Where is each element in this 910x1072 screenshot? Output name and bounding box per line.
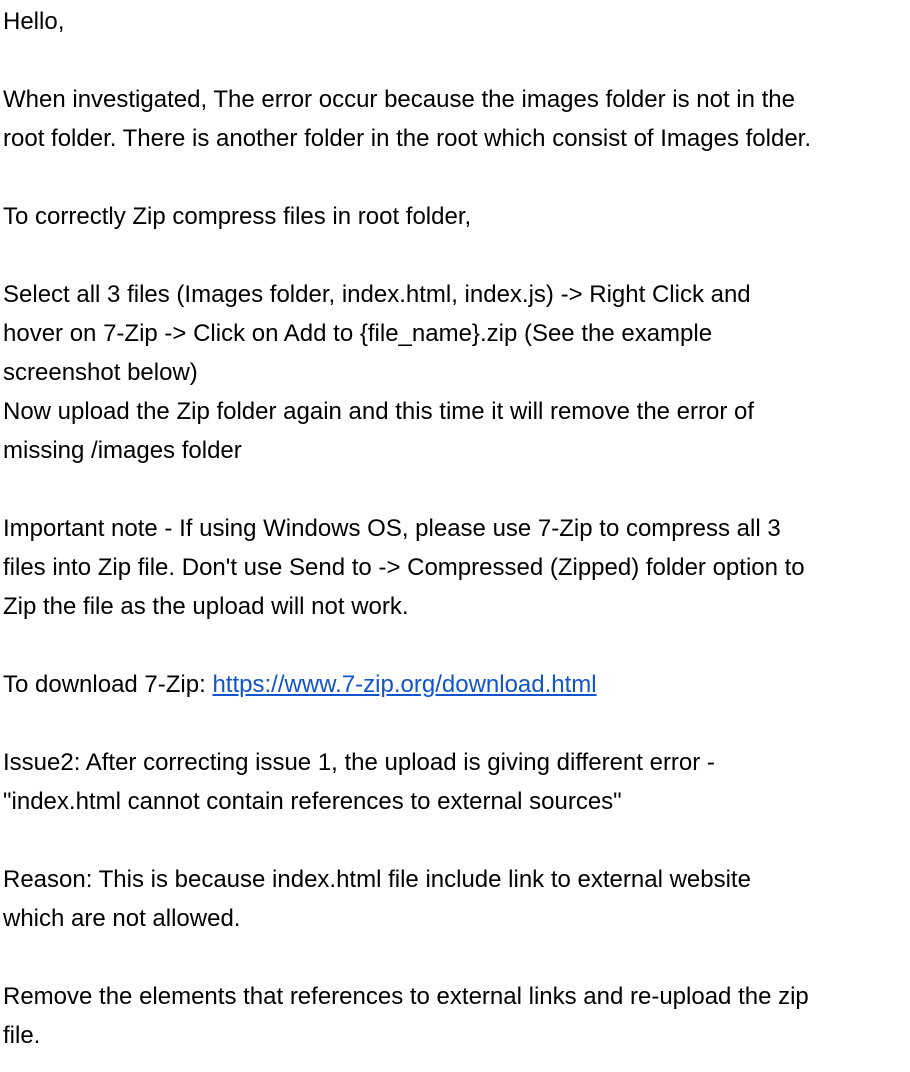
- text-line: Issue2: After correcting issue 1, the upload is giving different error -: [3, 749, 715, 776]
- text-line: Zip the file as the upload will not work.: [3, 593, 409, 620]
- text-line: Reason: This is because index.html file include link to external website: [3, 866, 751, 893]
- text-line: When investigated, The error occur because the images folder is not in the: [3, 86, 795, 113]
- paragraph-spacer: [3, 626, 893, 665]
- paragraph-important-note: [3, 509, 893, 626]
- text-line: hover on 7-Zip -> Click on Add to {file_name}.zip (See the example: [3, 320, 713, 347]
- paragraph-remove: [3, 977, 893, 1055]
- text-line: Now upload the Zip folder again and this time it will remove the error of: [3, 398, 755, 425]
- download-label: To download 7-Zip:: [3, 671, 213, 698]
- paragraph-spacer: [3, 704, 893, 743]
- text-line: file.: [3, 1022, 41, 1049]
- text-line: missing /images folder: [3, 437, 242, 464]
- text-line: Important note - If using Windows OS, please use 7-Zip to compress all 3: [3, 515, 781, 542]
- text-line: "index.html cannot contain references to external sources": [3, 788, 622, 815]
- paragraph-spacer: [3, 158, 893, 197]
- paragraph-reason: [3, 860, 893, 938]
- paragraph-spacer: [3, 236, 893, 275]
- text-line: Remove the elements that references to external links and re-upload the zip: [3, 983, 809, 1010]
- text-line: root folder. There is another folder in the root which consist of Images folder.: [3, 125, 811, 152]
- paragraph-spacer: [3, 821, 893, 860]
- text-line: Select all 3 files (Images folder, index.html, index.js) -> Right Click and: [3, 281, 751, 308]
- text-line: files into Zip file. Don't use Send to -> Compressed (Zipped) folder option to: [3, 554, 805, 581]
- paragraph-spacer: [3, 938, 893, 977]
- paragraph-investigation: [3, 80, 893, 158]
- paragraph-download: [3, 665, 893, 704]
- paragraph-instructions-intro: [3, 197, 893, 236]
- download-link[interactable]: https://www.7-zip.org/download.html: [212, 671, 597, 698]
- text-line: [3, 665, 893, 704]
- paragraph-issue2: [3, 743, 893, 821]
- text-line: screenshot below): [3, 359, 198, 386]
- paragraph-spacer: [3, 470, 893, 509]
- text-line: which are not allowed.: [3, 905, 241, 932]
- greeting: Hello,: [3, 8, 65, 35]
- paragraph-steps: [3, 275, 893, 470]
- paragraph-spacer: [3, 41, 893, 80]
- text-line: To correctly Zip compress files in root folder,: [3, 203, 472, 230]
